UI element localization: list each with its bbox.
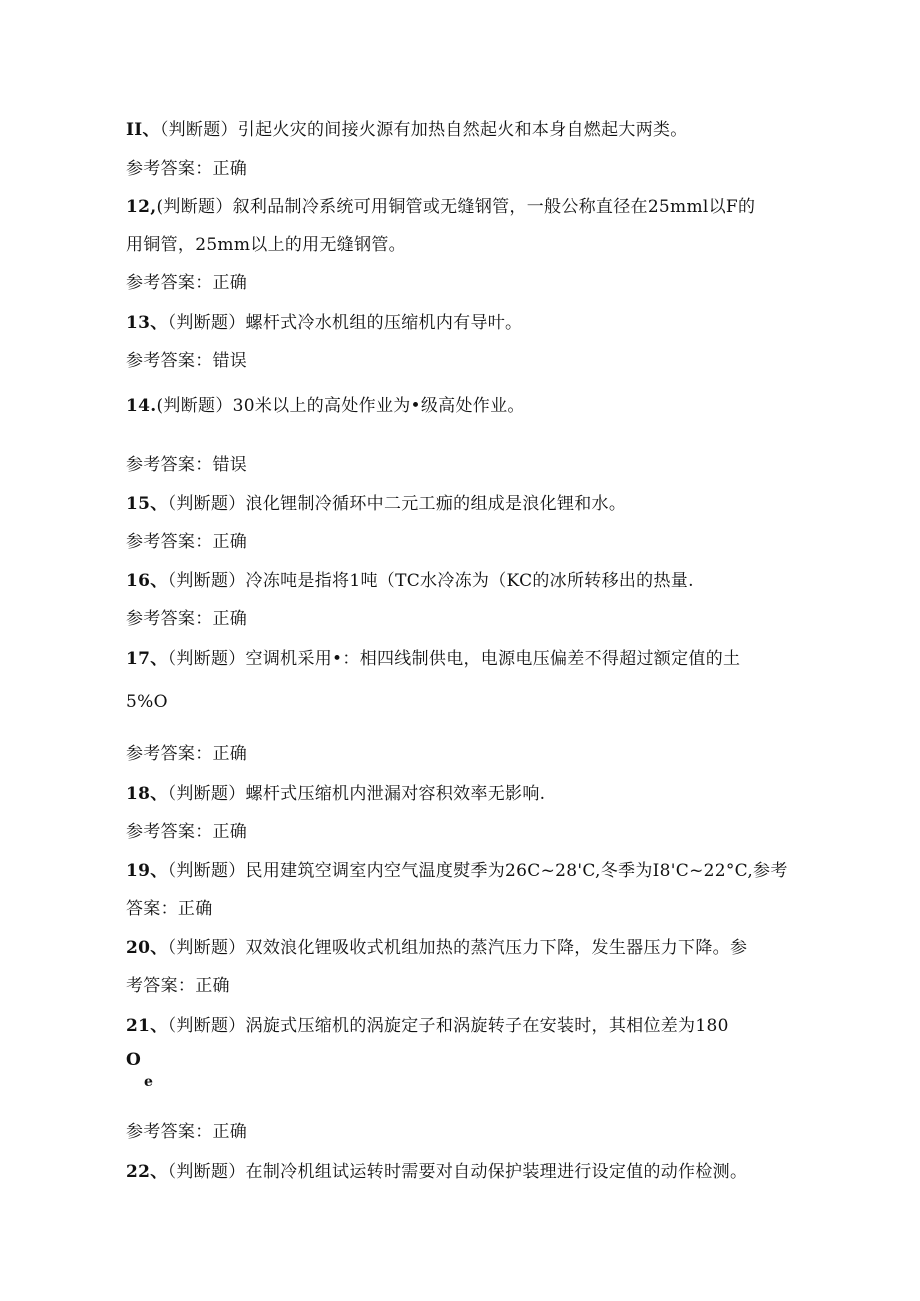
question-21-line-2: O [126, 1050, 142, 1070]
question-text: （判断题）涡旋式压缩机的涡旋定子和涡旋转子在安装时，其相位差为180 [167, 1016, 729, 1036]
question-21-line-3: e [144, 1074, 154, 1090]
question-22 [126, 1160, 747, 1184]
question-20-line-2: 考答案：正确 [126, 976, 230, 996]
question-text: （判断题）在制冷机组试运转时需要对自动保护装理进行设定值的动作检测。 [167, 1162, 748, 1182]
question-number: 21、 [126, 1016, 168, 1036]
question-text: （判断题）浪化锂制冷循环中二元工痂的组成是浪化锂和水。 [167, 494, 627, 514]
answer-15: 参考答案：正确 [126, 532, 248, 552]
answer-21: 参考答案：正确 [126, 1122, 248, 1142]
question-text: （判断题）螺杆式压缩机内泄漏对容积效率无影响. [167, 784, 546, 804]
question-19-line-2: 答案：正确 [126, 899, 213, 919]
answer-16: 参考答案：正确 [126, 609, 248, 629]
question-number: 15、 [126, 494, 168, 514]
question-text: （判断题）螺杆式冷水机组的压缩机内有导叶。 [167, 313, 523, 333]
question-12 [126, 195, 755, 219]
question-17 [126, 647, 740, 671]
answer-11: 参考答案：正确 [126, 159, 248, 179]
question-text: （判断题）双效浪化锂吸收式机组加热的蒸汽压力下降，发生器压力下降。参 [167, 938, 748, 958]
question-12-line-2: 用铜管，25mm以上的用无缝钢管。 [126, 235, 406, 255]
question-18 [126, 782, 545, 806]
answer-12: 参考答案：正确 [126, 273, 248, 293]
question-14 [126, 394, 525, 418]
question-number: 19、 [126, 861, 168, 881]
question-text: （判断题）空调机采用•：相四线制供电，电源电压偏差不得超过额定值的土 [167, 649, 741, 669]
question-21 [126, 1014, 729, 1038]
question-number: 20、 [126, 938, 168, 958]
question-number: 17、 [126, 649, 168, 669]
question-17-line-2: 5%O [126, 692, 168, 712]
question-number: 16、 [126, 571, 168, 591]
question-text: （判断题）引起火灾的间接火源有加热自然起火和本身自燃起大两类。 [159, 120, 688, 140]
question-text: （判断题）民用建筑空调室内空气温度熨季为26C~28'C,冬季为I8'C~22°C,参考 [167, 861, 788, 881]
question-number: 12, [126, 197, 157, 217]
question-20 [126, 936, 747, 960]
question-16 [126, 569, 694, 593]
answer-13: 参考答案：错误 [126, 351, 248, 371]
question-11 [126, 118, 688, 142]
answer-14: 参考答案：错误 [126, 455, 248, 475]
answer-17: 参考答案：正确 [126, 744, 248, 764]
question-15 [126, 492, 626, 516]
question-number: II、 [126, 120, 160, 140]
question-number: 18、 [126, 784, 168, 804]
question-text: (判断题）30米以上的高处作业为•级高处作业。 [156, 396, 525, 416]
question-text: （判断题）冷冻吨是指将1吨（TC水冷冻为（KC的冰所转移出的热量. [167, 571, 694, 591]
question-13 [126, 311, 522, 335]
question-number: 22、 [126, 1162, 168, 1182]
question-number: 13、 [126, 313, 168, 333]
question-19 [126, 859, 788, 883]
question-text: (判断题）叙利品制冷系统可用铜管或无缝钢管，一般公称直径在25mml以F的 [156, 197, 756, 217]
question-number: 14. [126, 396, 157, 416]
answer-18: 参考答案：正确 [126, 822, 248, 842]
